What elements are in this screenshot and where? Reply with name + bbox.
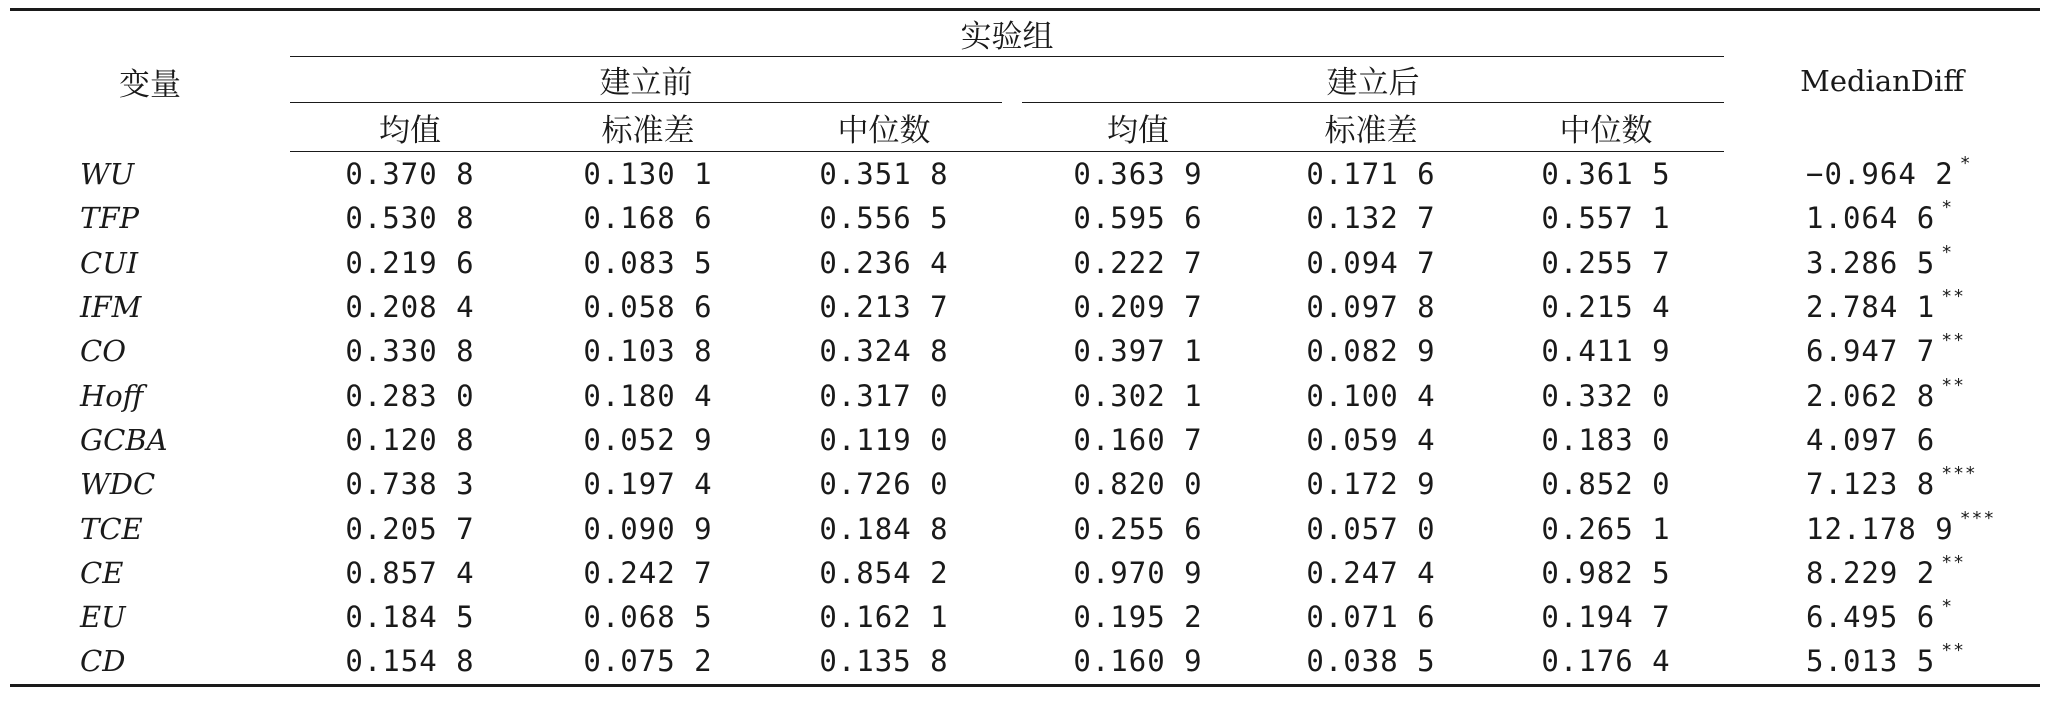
variable-cell: CE xyxy=(80,555,124,590)
before-sd-cell: 0.090 9 xyxy=(583,511,713,546)
before-mean-cell: 0.738 3 xyxy=(345,467,475,502)
header-after-mean: 均值 xyxy=(1022,103,1254,152)
significance-marker: ** xyxy=(1941,551,1965,573)
variable-cell: IFM xyxy=(80,290,142,325)
before-mean-cell: 0.208 4 xyxy=(345,290,475,325)
after-mean-cell: 0.209 7 xyxy=(1073,290,1203,325)
before-median-cell: 0.236 4 xyxy=(819,245,949,280)
after-sd-cell: 0.071 6 xyxy=(1306,600,1436,635)
gap-cell xyxy=(1002,639,1022,685)
after-median-cell: 0.557 1 xyxy=(1541,201,1671,236)
after-median-cell: 0.852 0 xyxy=(1541,467,1671,502)
median-diff-value: 12.178 9 xyxy=(1806,511,1954,546)
after-mean-cell: 0.302 1 xyxy=(1073,378,1203,413)
after-mean-cell: 0.160 9 xyxy=(1022,639,1254,685)
median-diff-cell xyxy=(1724,285,2040,329)
table-row xyxy=(10,418,2040,462)
variable-cell: TCE xyxy=(80,511,143,546)
header-row-group xyxy=(10,10,2040,57)
after-median-cell: 0.183 0 xyxy=(1541,422,1671,457)
before-mean-cell: 0.205 7 xyxy=(345,511,475,546)
gap-cell xyxy=(1002,152,1022,197)
after-mean-cell: 0.970 9 xyxy=(1073,555,1203,590)
median-diff-cell xyxy=(1724,329,2040,373)
after-median-cell: 0.411 9 xyxy=(1541,334,1671,369)
table-row xyxy=(10,595,2040,639)
after-mean-cell: 0.195 2 xyxy=(1073,600,1203,635)
after-median-cell: 0.265 1 xyxy=(1541,511,1671,546)
table-row xyxy=(10,285,2040,329)
after-median-cell: 0.215 4 xyxy=(1541,290,1671,325)
after-mean-cell: 0.397 1 xyxy=(1073,334,1203,369)
gap-cell xyxy=(1002,418,1022,462)
after-sd-cell: 0.171 6 xyxy=(1306,157,1436,192)
before-mean-cell: 0.330 8 xyxy=(345,334,475,369)
after-mean-cell: 0.160 7 xyxy=(1073,422,1203,457)
variable-cell: WDC xyxy=(80,467,156,502)
after-mean-cell: 0.222 7 xyxy=(1073,245,1203,280)
before-mean-cell: 0.530 8 xyxy=(345,201,475,236)
table-row xyxy=(10,506,2040,550)
median-diff-value: 6.495 6 xyxy=(1806,600,1936,635)
median-diff-cell xyxy=(1724,462,2040,506)
table-row xyxy=(10,551,2040,595)
before-sd-cell: 0.180 4 xyxy=(583,378,713,413)
median-diff-value: 3.286 5 xyxy=(1806,245,1936,280)
median-diff-cell xyxy=(1724,196,2040,240)
after-mean-cell: 0.595 6 xyxy=(1073,201,1203,236)
before-mean-cell: 0.283 0 xyxy=(345,378,475,413)
before-median-cell: 0.162 1 xyxy=(819,600,949,635)
after-sd-cell: 0.247 4 xyxy=(1306,555,1436,590)
after-sd-cell: 0.094 7 xyxy=(1306,245,1436,280)
significance-marker: * xyxy=(1941,241,1954,263)
median-diff-value: 6.947 7 xyxy=(1806,334,1936,369)
before-mean-cell: 0.184 5 xyxy=(345,600,475,635)
before-sd-cell: 0.083 5 xyxy=(583,245,713,280)
header-median-diff: MedianDiff xyxy=(1800,64,1964,99)
variable-cell: EU xyxy=(80,600,126,635)
before-mean-cell: 0.370 8 xyxy=(345,157,475,192)
median-diff-cell xyxy=(1724,152,2040,197)
after-sd-cell: 0.057 0 xyxy=(1306,511,1436,546)
header-before: 建立前 xyxy=(290,57,1002,103)
after-mean-cell: 0.255 6 xyxy=(1073,511,1203,546)
table-row xyxy=(10,329,2040,373)
before-sd-cell: 0.103 8 xyxy=(583,334,713,369)
table-row xyxy=(10,639,2040,685)
gap-cell xyxy=(1002,285,1022,329)
table-row xyxy=(10,152,2040,197)
significance-marker: *** xyxy=(1959,507,1996,529)
significance-marker: ** xyxy=(1941,374,1965,396)
significance-marker: *** xyxy=(1941,463,1977,485)
before-sd-cell: 0.197 4 xyxy=(583,467,713,502)
median-diff-cell xyxy=(1724,373,2040,417)
before-median-cell: 0.726 0 xyxy=(819,467,949,502)
after-median-cell: 0.982 5 xyxy=(1541,555,1671,590)
variable-cell: CO xyxy=(80,334,126,369)
variable-cell: CUI xyxy=(80,245,139,280)
header-before-sd: 标准差 xyxy=(530,103,766,152)
header-stats-gap xyxy=(1002,103,1022,152)
gap-cell xyxy=(1002,551,1022,595)
before-mean-cell: 0.857 4 xyxy=(345,555,475,590)
table-row xyxy=(10,462,2040,506)
significance-marker: * xyxy=(1959,152,1972,174)
before-median-cell: 0.213 7 xyxy=(819,290,949,325)
after-sd-cell: 0.038 5 xyxy=(1254,639,1488,685)
before-median-cell: 0.135 8 xyxy=(766,639,1002,685)
variable-cell: CD xyxy=(10,639,290,685)
before-median-cell: 0.317 0 xyxy=(819,378,949,413)
median-diff-cell xyxy=(1724,551,2040,595)
gap-cell xyxy=(1002,329,1022,373)
header-after: 建立后 xyxy=(1022,57,1724,103)
after-median-cell: 0.194 7 xyxy=(1541,600,1671,635)
median-diff-value: 8.229 2 xyxy=(1806,555,1936,590)
before-sd-cell: 0.068 5 xyxy=(583,600,713,635)
table-row xyxy=(10,373,2040,417)
median-diff-cell xyxy=(1724,639,2040,685)
after-mean-cell: 0.363 9 xyxy=(1073,157,1203,192)
after-median-cell: 0.176 4 xyxy=(1488,639,1724,685)
before-sd-cell: 0.168 6 xyxy=(583,201,713,236)
median-diff-value: 5.013 5 xyxy=(1806,644,1936,679)
gap-cell xyxy=(1002,196,1022,240)
header-before-mean: 均值 xyxy=(290,103,530,152)
table-row xyxy=(10,241,2040,285)
median-diff-cell xyxy=(1724,241,2040,285)
before-median-cell: 0.119 0 xyxy=(819,422,949,457)
after-sd-cell: 0.097 8 xyxy=(1306,290,1436,325)
gap-cell xyxy=(1002,241,1022,285)
before-mean-cell: 0.219 6 xyxy=(345,245,475,280)
gap-cell xyxy=(1002,506,1022,550)
significance-marker: * xyxy=(1941,197,1954,219)
significance-marker: * xyxy=(1941,596,1954,618)
variable-cell: Hoff xyxy=(80,378,144,413)
before-median-cell: 0.324 8 xyxy=(819,334,949,369)
after-sd-cell: 0.100 4 xyxy=(1306,378,1436,413)
significance-marker: ** xyxy=(1941,640,1965,662)
after-sd-cell: 0.082 9 xyxy=(1306,334,1436,369)
gap-cell xyxy=(1002,595,1022,639)
header-before-median: 中位数 xyxy=(766,103,1002,152)
median-diff-value: 2.784 1 xyxy=(1806,290,1936,325)
before-sd-cell: 0.075 2 xyxy=(530,639,766,685)
before-sd-cell: 0.242 7 xyxy=(583,555,713,590)
median-diff-cell xyxy=(1724,506,2040,550)
after-median-cell: 0.332 0 xyxy=(1541,378,1671,413)
significance-marker: ** xyxy=(1941,330,1965,352)
statistics-table xyxy=(10,8,2040,687)
after-sd-cell: 0.172 9 xyxy=(1306,467,1436,502)
median-diff-cell xyxy=(1724,595,2040,639)
before-mean-cell: 0.154 8 xyxy=(290,639,530,685)
median-diff-value: 7.123 8 xyxy=(1806,467,1936,502)
header-after-median: 中位数 xyxy=(1488,103,1724,152)
header-gap xyxy=(1002,57,1022,103)
median-diff-value: 1.064 6 xyxy=(1806,201,1936,236)
median-diff-cell xyxy=(1724,418,2040,462)
before-sd-cell: 0.052 9 xyxy=(583,422,713,457)
after-sd-cell: 0.132 7 xyxy=(1306,201,1436,236)
before-mean-cell: 0.120 8 xyxy=(345,422,475,457)
data-table-container xyxy=(10,8,2040,687)
gap-cell xyxy=(1002,373,1022,417)
significance-marker: ** xyxy=(1941,286,1965,308)
header-variable: 变量 xyxy=(119,66,181,103)
before-median-cell: 0.351 8 xyxy=(819,157,949,192)
header-after-sd: 标准差 xyxy=(1254,103,1488,152)
table-body xyxy=(10,152,2040,686)
after-mean-cell: 0.820 0 xyxy=(1073,467,1203,502)
gap-cell xyxy=(1002,462,1022,506)
before-median-cell: 0.556 5 xyxy=(819,201,949,236)
before-sd-cell: 0.130 1 xyxy=(583,157,713,192)
before-median-cell: 0.854 2 xyxy=(819,555,949,590)
table-row xyxy=(10,196,2040,240)
median-diff-value: −0.964 2 xyxy=(1806,156,1954,191)
after-median-cell: 0.361 5 xyxy=(1541,157,1671,192)
before-median-cell: 0.184 8 xyxy=(819,511,949,546)
median-diff-value: 4.097 6 xyxy=(1806,422,1936,457)
before-sd-cell: 0.058 6 xyxy=(583,290,713,325)
variable-cell: TFP xyxy=(80,201,139,236)
after-sd-cell: 0.059 4 xyxy=(1306,422,1436,457)
median-diff-value: 2.062 8 xyxy=(1806,378,1936,413)
after-median-cell: 0.255 7 xyxy=(1541,245,1671,280)
variable-cell: WU xyxy=(80,156,135,191)
header-experiment-group: 实验组 xyxy=(290,10,1724,57)
variable-cell: GCBA xyxy=(80,422,168,457)
